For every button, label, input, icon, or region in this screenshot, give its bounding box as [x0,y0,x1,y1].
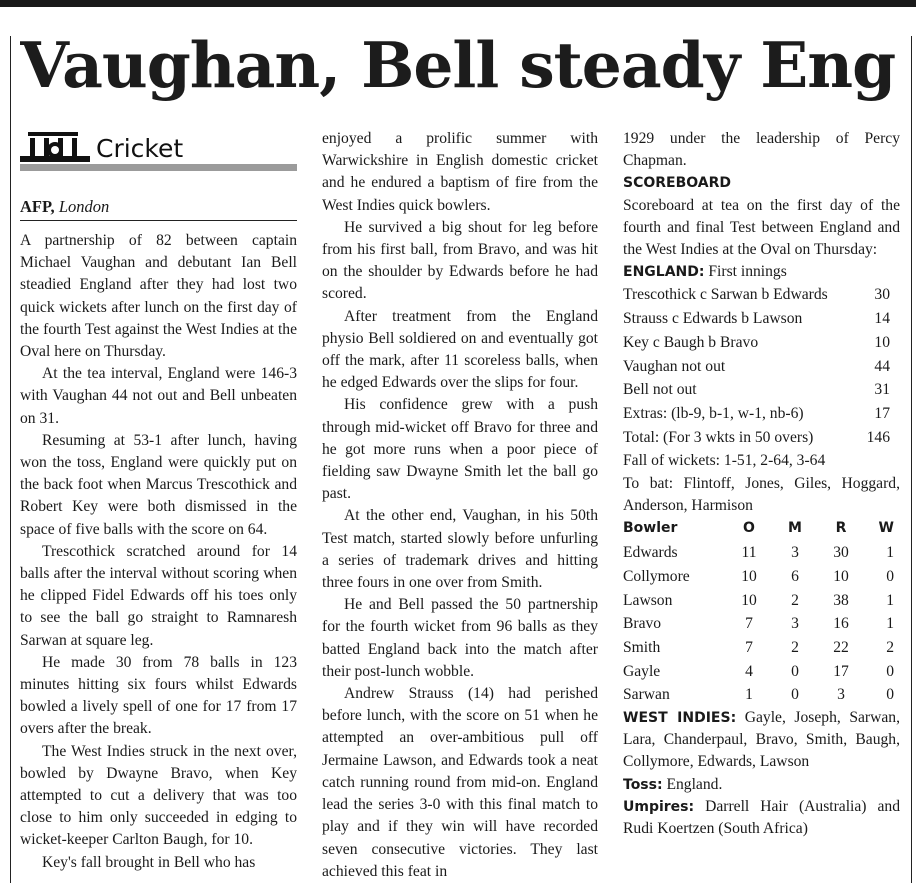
wickets: 0 [886,686,894,704]
runs: 17 [833,662,849,680]
overs: 1 [745,686,753,704]
article-column-1 [20,230,297,874]
byline-place: London [58,197,110,216]
paragraph: Key's fall brought in Bell who has [42,853,256,871]
paragraph: At the tea interval, England were 146-3 with Vaughan 44 not out and Bell unbeaten on 31. [20,365,297,427]
paragraph: enjoyed a prolific summer with Warwickshire in English domestic cricket and he endured a baptism of fire from the West Indies quick bowlers. [322,130,598,214]
runs: 30 [874,286,890,304]
paragraph: Trescothick scratched around for 14 balls after the interval without scoring when he clipped Fidel Edwards off his toes only to see the ball go straight to Ramnaresh Sarwan at square leg. [20,542,297,649]
runs: 31 [874,381,890,399]
overs: 10 [741,567,757,585]
maidens: 0 [791,686,799,704]
england-label: ENGLAND: [623,264,705,281]
paragraph: The West Indies struck in the next over, bowled by Dwayne Bravo, when Key attempted to cut a delivery that was too close to him only succeeded in edging to wicket-keeper Carlton Baugh, for 10. [20,742,297,849]
overs: 7 [745,638,753,656]
runs: 14 [874,310,890,328]
paragraph: Andrew Strauss (14) had perished before lunch, with the score on 51 when he attempted an over-ambitious pull off Jermaine Lawson, and Edwards took a neat catch running round from mid-on. England lead the series 3-0 with this final match to play and if they win will have recorded seven consecutive victories. They last achieved this feat in [322,685,598,880]
header-overs: O [743,520,755,537]
header-runs: R [835,520,847,537]
batsman: Bell not out [623,381,697,399]
wickets: 1 [886,591,894,609]
headline: Vaughan, Bell steady Eng [20,28,896,102]
runs: 38 [833,591,849,609]
maidens: 2 [791,591,799,609]
paragraph: His confidence grew with a push through mid-wicket off Bravo for three and he got more runs when a poor piece of fielding saw Dwayne Smith let the ball go past. [322,396,598,503]
maidens: 2 [791,638,799,656]
header-bowler: Bowler [623,520,678,537]
toss-text: England. [666,775,723,793]
batsman: Vaughan not out [623,357,726,375]
runs: 30 [833,544,849,562]
column-rule-left [10,36,11,883]
batting-row [623,331,900,355]
wickets: 0 [886,567,894,585]
england-innings-heading [623,261,900,283]
header-maidens: M [788,520,802,537]
batting-row [623,307,900,331]
to-bat: To bat: Flintoff, Jones, Giles, Hoggard, Anderson, Harmison [623,475,900,515]
runs: 3 [837,686,845,704]
wickets: 1 [886,615,894,633]
byline [20,196,297,218]
batsman: Strauss c Edwards b Lawson [623,310,803,328]
runs: 10 [833,567,849,585]
top-border [0,0,916,7]
bowling-table [623,517,900,707]
bowler: Bravo [623,615,662,633]
wickets: 0 [886,662,894,680]
section-underline [20,164,297,171]
total-row [623,426,900,450]
paragraph: At the other end, Vaughan, in his 50th Test match, started slowly before unfurling a series of trademark drives and hitting three fours in one over from Smith. [322,507,598,592]
paragraph: Resuming at 53-1 after lunch, having won the toss, England were quickly put on the back foot when Marcus Trescothick and Robert Key were both dismissed in the space of five balls with the score on 64. [20,431,297,538]
paragraph: He and Bell passed the 50 partnership for the fourth wicket from 96 balls as they batted England back into the match after their post-lunch wobble. [322,596,598,680]
fall-of-wickets-text: Fall of wickets: 1-51, 2-64, 3-64 [623,452,826,470]
bowling-row [623,660,900,684]
umpires [623,796,900,840]
overs: 10 [741,591,757,609]
maidens: 6 [791,567,799,585]
bowling-row [623,541,900,565]
batting-row [623,355,900,379]
batsman: Key c Baugh b Bravo [623,333,759,351]
wickets: 2 [886,638,894,656]
bowling-row [623,683,900,707]
bowler: Sarwan [623,686,670,704]
scoreboard-heading: SCOREBOARD [623,175,732,192]
runs: 10 [874,333,890,351]
batting-row [623,378,900,402]
toss-label: Toss: [623,776,663,793]
overs: 4 [745,662,753,680]
paragraph: He made 30 from 78 balls in 123 minutes hitting six fours whilst Edwards bowled a lively spell of one for 17 from 17 overs after the break. [20,653,297,738]
bowling-row [623,612,900,636]
bowling-row [623,636,900,660]
umpires-label: Umpires: [623,798,695,815]
article-column-2 [322,128,598,883]
bowling-header-row [623,517,900,541]
fall-of-wickets [623,449,900,473]
runs: 146 [866,428,890,446]
byline-agency: AFP, [20,197,55,216]
cricket-stumps-icon [20,132,94,164]
header-wickets: W [878,520,894,537]
bowling-row [623,565,900,589]
overs: 7 [745,615,753,633]
extras-row [623,402,900,426]
runs: 22 [833,638,849,656]
england-innings: First innings [708,263,787,281]
paragraph: A partnership of 82 between captain Michael Vaughan and debutant Ian Bell steadied England after they had lost two quick wickets after lunch on the first day of the fourth Test against the West Indies at the Oval here on Thursday. [20,232,297,361]
section-name: Cricket [96,134,184,163]
byline-rule [20,220,297,221]
total-label: Total: (For 3 wkts in 50 overs) [623,428,814,446]
paragraph: After treatment from the England physio Bell soldiered on and eventually got off the mark, after 11 scoreless balls, when he edged Edwards over the slips for four. [322,307,598,392]
column-rule-right [911,36,912,883]
toss [623,774,900,796]
batsman: Trescothick c Sarwan b Edwards [623,286,828,304]
paragraph: He survived a big shout for leg before from his first ball, from Bravo, and was hit on the shoulder by Edwards before he had scored. [322,218,598,303]
extras-label: Extras: (lb-9, b-1, w-1, nb-6) [623,404,804,422]
maidens: 3 [791,544,799,562]
umpires-text: Darrell Hair (Australia) and Rudi Koertzen (South Africa) [623,797,900,838]
runs: 17 [874,404,890,422]
bowling-row [623,589,900,613]
maidens: 0 [791,662,799,680]
runs: 16 [833,615,849,633]
paragraph: 1929 under the leadership of Percy Chapman. [623,130,900,170]
bowler: Smith [623,638,661,656]
scoreboard-intro: Scoreboard at tea on the first day of the fourth and final Test between England and the West Indies at the Oval on Thursday: [623,196,900,259]
batting-card [623,283,900,449]
wickets: 1 [886,544,894,562]
west-indies-players: Gayle, Joseph, Sarwan, Lara, Chanderpaul, Bravo, Smith, Baugh, Collymore, Edwards, Lawson [623,709,900,771]
article-column-3 [623,128,900,840]
bowler: Gayle [623,662,661,680]
section-logo [20,128,297,172]
bowler: Lawson [623,591,673,609]
west-indies-label: WEST INDIES: [623,710,737,727]
bowler: Edwards [623,544,678,562]
batting-row [623,283,900,307]
bowler: Collymore [623,567,690,585]
west-indies-team [623,707,900,774]
maidens: 3 [791,615,799,633]
overs: 11 [741,544,757,562]
runs: 44 [874,357,890,375]
